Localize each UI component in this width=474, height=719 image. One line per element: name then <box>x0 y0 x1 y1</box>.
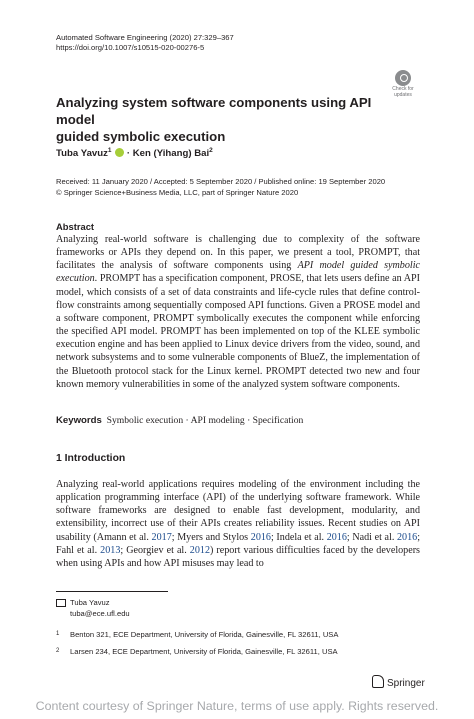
keywords-list: Symbolic execution · API modeling · Specification <box>106 415 304 426</box>
article-title: Analyzing system software components using API model guided symbolic execution <box>56 95 372 144</box>
correspondence-block <box>56 598 130 619</box>
publication-dates <box>56 177 385 198</box>
section-heading-introduction: 1 Introduction <box>56 453 126 464</box>
check-for-updates-icon <box>395 70 411 86</box>
abstract-heading: Abstract <box>56 221 95 232</box>
abstract-italic-term: API model guided symbolic execution <box>56 260 420 285</box>
keywords-label: Keywords <box>56 415 102 426</box>
author-name[interactable]: Ken (Yihang) Bai <box>132 148 210 160</box>
footnote-affiliation <box>56 647 338 656</box>
keywords-line <box>56 415 420 426</box>
citation-link[interactable]: 2016 <box>397 531 418 543</box>
citation-link[interactable]: 2017 <box>151 531 172 543</box>
citation-link[interactable]: 2013 <box>100 544 121 556</box>
footnote-text: Larsen 234, ECE Department, University of Florida, Gainesville, FL 32611, USA <box>70 647 338 656</box>
abstract-body: Analyzing real-world software is challenging due to complexity of the software frameworks or APIs they depend on. In this paper, we present a tool, PROMPT, that facilitates the analysis of software components using API model guided symbolic execution. PROMPT has a specification component, PROSE, that lets users define an API model, which consists of a set of data constraints and life-cycle rules that define control-flow constraints among sequentially composed API functions. Given a PROSE model and a software component, PROMPT symbolically executes the component while enforcing the specified API model. PROMPT has been implemented on top of the KLEE symbolic execution engine and has been applied to Linux device drivers from the video, sound, and network subsystems and to some vulnerable components of BlueZ, the implementation of the Bluetooth protocol stack for the Linux kernel. PROMPT detected two new and four known memory vulnerabilities in some of the analyzed system software components. <box>56 234 420 390</box>
author-list <box>56 147 213 159</box>
check-for-updates-label: Check for updates <box>392 86 414 98</box>
citation-link[interactable]: 2016 <box>250 531 271 543</box>
copyright-line: © Springer Science+Business Media, LLC, part of Springer Nature 2020 <box>56 187 299 197</box>
footnote-number: 1 <box>56 631 60 637</box>
corresponding-author-email[interactable]: tuba@ece.ufl.edu <box>70 608 130 618</box>
orcid-icon[interactable] <box>115 148 124 157</box>
corresponding-author-name: Tuba Yavuz <box>70 598 110 607</box>
author-name[interactable]: Tuba Yavuz <box>56 148 108 160</box>
courtesy-watermark: Content courtesy of Springer Nature, terms of use apply. Rights reserved. <box>35 699 439 713</box>
journal-citation: Automated Software Engineering (2020) 27:329–367 <box>56 33 234 42</box>
publisher-logo <box>372 675 425 689</box>
author-affiliation-ref: 1 <box>107 147 112 154</box>
history-dates: Received: 11 January 2020 / Accepted: 5 September 2020 / Published online: 19 September 2020 <box>56 177 386 186</box>
check-for-updates-badge[interactable] <box>388 70 418 100</box>
journal-header <box>56 33 234 53</box>
envelope-icon <box>56 599 66 607</box>
footnote-text: Benton 321, ECE Department, University of Florida, Gainesville, FL 32611, USA <box>70 630 339 639</box>
author-separator: · <box>124 148 133 160</box>
publisher-name: Springer <box>387 678 425 689</box>
author-affiliation-ref: 2 <box>209 147 213 154</box>
doi-link[interactable]: https://doi.org/10.1007/s10515-020-00276-5 <box>56 43 205 52</box>
footnote-affiliation <box>56 630 338 639</box>
footnote-number: 2 <box>56 648 60 654</box>
citation-link[interactable]: 2012 <box>189 544 210 556</box>
citation-link[interactable]: 2016 <box>326 531 347 543</box>
introduction-body: Analyzing real-world applications requires modeling of the environment including the application programming interface (API) of the underlying software framework. While software frameworks are designed to enable fast development, modularity, and extensibility, incorrect use of their APIs creates reliability issues. Recent studies on API usability (Amann et al. 2017; Myers and Stylos 2016; Indela et al. 2016; Nadi et al. 2016; Fahl et al. 2013; Georgiev et al. 2012) report various difficulties faced by the developers when using APIs and how API misuses may lead to <box>56 479 420 569</box>
footnote-divider <box>56 591 168 592</box>
springer-horse-icon <box>372 675 384 688</box>
